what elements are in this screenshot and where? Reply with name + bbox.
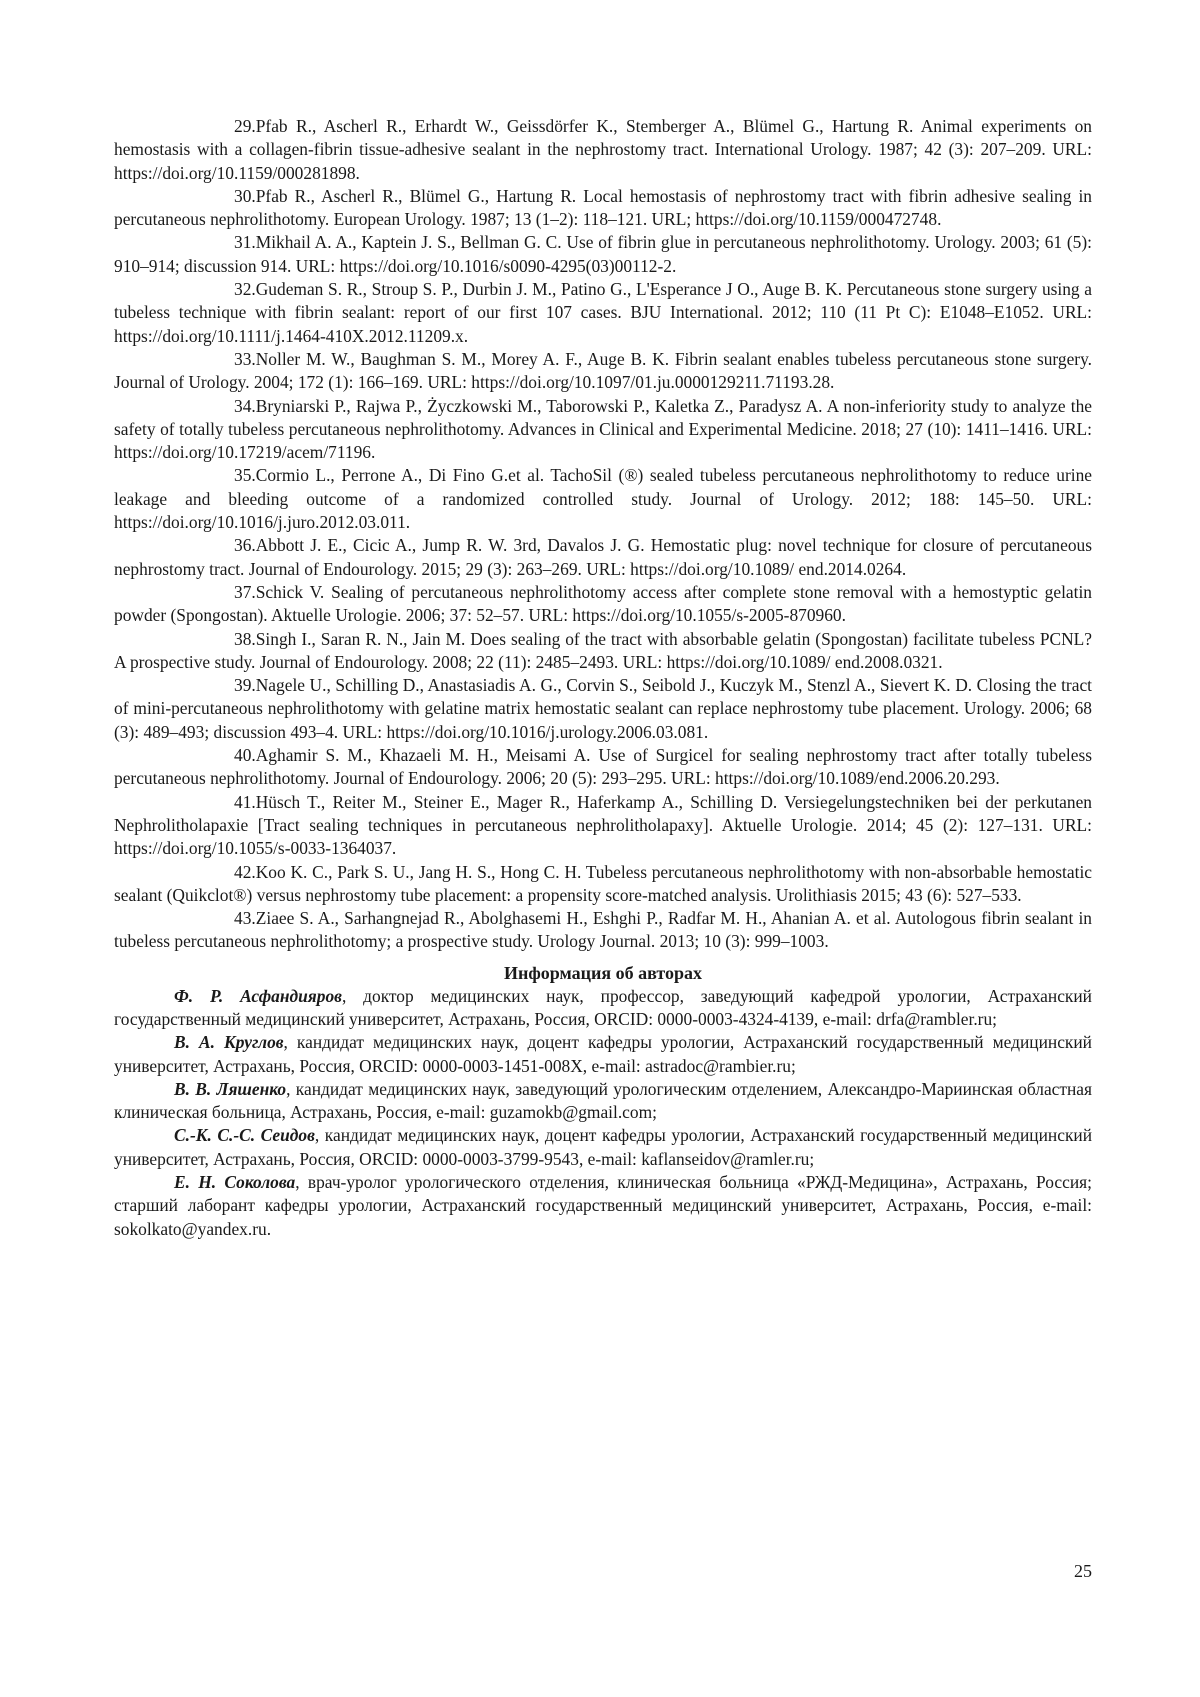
reference-text: Cormio L., Perrone A., Di Fino G.et al. TachoSil (®) sealed tubeless percutaneous nephrolithotomy to reduce urine leakage and bleeding outcome of a randomized controlled study. Journal of Urology. 2012; 188: 145–50. URL: https://doi.org/10.1016/j.juro.2012.03.011.: [114, 465, 1092, 533]
reference-number: 43.: [234, 908, 256, 929]
author-details: , доктор медицинских наук, профессор, заведующий кафедрой урологии, Астраханский государственный медицинский университет, Астрахань, Россия, ORCID: 0000-0003-4324-4139, e-mail: drfa@rambler.ru;: [114, 985, 1092, 1029]
reference-number: 35.: [234, 465, 256, 486]
reference-item: [114, 115, 1092, 185]
reference-number: 38.: [234, 628, 256, 649]
reference-text: Noller M. W., Baughman S. M., Morey A. F., Auge B. K. Fibrin sealant enables tubeless percutaneous stone surgery. Journal of Urology. 2004; 172 (1): 166–169. URL: https://doi.org/10.1097/01.ju.0000129211.71193.28.: [114, 348, 1092, 393]
reference-item: [114, 674, 1092, 744]
reference-text: Aghamir S. M., Khazaeli M. H., Meisami A. Use of Surgicel for sealing nephrostomy tract after totally tubeless percutaneous nephrolithotomy. Journal of Endourology. 2006; 20 (5): 293–295. URL: https://doi.org/10.1089/end.2006.20.293.: [114, 745, 1092, 789]
reference-text: Nagele U., Schilling D., Anastasiadis A. G., Corvin S., Seibold J., Kuczyk M., Stenzl A., Sievert K. D. Closing the tract of mini-percutaneous nephrolithotomy with gelatine matrix hemostatic sealant can replace nephrostomy tube placement. Urology. 2006; 68 (3): 489–493; discussion 493–4. URL: https://doi.org/10.1016/j.urology.2006.03.081.: [114, 675, 1092, 742]
author-details: , кандидат медицинских наук, доцент кафедры урологии, Астраханский государственный медицинский университет, Астрахань, Россия, ORCID: 0000-0003-3799-9543, e-mail: kaflanseidov@ramler.ru;: [114, 1125, 1093, 1169]
reference-number: 39.: [234, 675, 256, 696]
page-number: 25: [1074, 1561, 1092, 1581]
reference-item: [114, 464, 1092, 534]
author-name: Е. Н. Соколова: [174, 1172, 296, 1193]
author-list: [114, 985, 1092, 1241]
reference-item: [114, 628, 1092, 675]
reference-item: [114, 581, 1092, 628]
reference-text: Mikhail A. A., Kaptein J. S., Bellman G. C. Use of fibrin glue in percutaneous nephrolithotomy. Urology. 2003; 61 (5): 910–914; discussion 914. URL: https://doi.org/10.1016/s0090-4295(03)00112-2.: [114, 232, 1092, 276]
reference-number: 34.: [234, 395, 256, 416]
author-entry: [114, 1031, 1092, 1078]
author-name: Ф. Р. Асфандияров: [174, 985, 342, 1006]
reference-number: 41.: [234, 791, 256, 812]
reference-item: [114, 348, 1092, 395]
reference-text: Pfab R., Ascherl R., Blümel G., Hartung R. Local hemostasis of nephrostomy tract with fibrin adhesive sealing in percutaneous nephrolithotomy. European Urology. 1987; 13 (1–2): 118–121. URL; https://doi.org/10.1159/000472748.: [114, 185, 1092, 230]
author-name: С.-К. С.-С. Сеидов: [174, 1125, 315, 1146]
reference-text: Schick V. Sealing of percutaneous nephrolithotomy access after complete stone removal with a hemostyptic gelatin powder (Spongostan). Aktuelle Urologie. 2006; 37: 52–57. URL: https://doi.org/10.1055/s-2005-870960.: [114, 581, 1092, 626]
reference-number: 32.: [234, 279, 256, 300]
author-details: , кандидат медицинских наук, заведующий урологическим отделением, Александро-Мариинская областная клиническая больница, Астрахань, Россия, e-mail: guzamokb@gmail.com;: [114, 1078, 1093, 1123]
author-details: , кандидат медицинских наук, доцент кафедры урологии, Астраханский государственный медицинский университет, Астрахань, Россия, ORCID: 0000-0003-1451-008X, e-mail: astradoc@rambier.ru;: [114, 1032, 1092, 1076]
author-entry: [114, 1171, 1092, 1241]
reference-item: [114, 907, 1092, 954]
author-name: В. А. Круглов: [174, 1032, 284, 1053]
reference-text: Gudeman S. R., Stroup S. P., Durbin J. M., Patino G., L'Esperance J O., Auge B. K. Percutaneous stone surgery using a tubeless technique with fibrin sealant: report of our first 107 cases. BJU International. 2012; 110 (11 Pt C): E1048–E1052. URL: https://doi.org/10.1111/j.1464-410X.2012.11209.x.: [114, 279, 1092, 346]
author-entry: [114, 1124, 1092, 1171]
reference-number: 31.: [234, 232, 256, 253]
reference-item: [114, 744, 1092, 791]
reference-item: [114, 534, 1092, 581]
reference-text: Pfab R., Ascherl R., Erhardt W., Geissdörfer K., Stemberger A., Blümel G., Hartung R. Animal experiments on hemostasis with a collagen-fibrin tissue-adhesive sealant in the nephrostomy tract. International Urology. 1987; 42 (3): 207–209. URL: https://doi.org/10.1159/000281898.: [114, 116, 1092, 183]
author-entry: [114, 1078, 1092, 1125]
reference-number: 33.: [234, 348, 256, 369]
reference-text: Ziaee S. A., Sarhangnejad R., Abolghasemi H., Eshghi P., Radfar M. H., Ahanian A. et al. Autologous fibrin sealant in tubeless percutaneous nephrolithotomy; a prospective study. Urology Journal. 2013; 10 (3): 999–1003.: [114, 908, 1092, 952]
reference-item: [114, 231, 1092, 278]
reference-number: 40.: [234, 745, 256, 766]
reference-item: [114, 185, 1092, 232]
authors-heading: Информация об авторах: [503, 962, 703, 983]
reference-number: 37.: [234, 581, 256, 602]
page-content: [114, 115, 1092, 1241]
reference-item: [114, 861, 1092, 908]
reference-text: Koo K. C., Park S. U., Jang H. S., Hong C. H. Tubeless percutaneous nephrolithotomy with non-absorbable hemostatic sealant (Quikclot®) versus nephrostomy tube placement: a propensity score-matched analysis. Urolithiasis 2015; 43 (6): 527–533.: [114, 861, 1092, 905]
reference-text: Hüsch T., Reiter M., Steiner E., Mager R., Haferkamp A., Schilling D. Versiegelungstechniken bei der perkutanen Nephrolitholapaxie [Tract sealing techniques in percutaneous nephrolitholapaxy]. Aktuelle Urologie. 2014; 45 (2): 127–131. URL: https://doi.org/10.1055/s-0033-1364037.: [114, 791, 1092, 859]
reference-number: 29.: [234, 116, 256, 136]
reference-item: [114, 791, 1092, 861]
reference-number: 36.: [234, 535, 256, 556]
author-name: В. В. Ляшенко: [174, 1078, 287, 1099]
reference-number: 30.: [234, 185, 256, 206]
author-details: , врач-уролог урологического отделения, клиническая больница «РЖД-Медицина», Астрахань, Россия; старший лаборант кафедры урологии, Астраханский государственный медицинский университет, Астрахань, Россия, e-mail: sokolkato@yandex.ru.: [114, 1172, 1092, 1239]
reference-text: Abbott J. E., Cicic A., Jump R. W. 3rd, Davalos J. G. Hemostatic plug: novel technique for closure of percutaneous nephrostomy tract. Journal of Endourology. 2015; 29 (3): 263–269. URL: https://doi.org/10.1089/ end.2014.0264.: [114, 535, 1092, 579]
reference-text: Bryniarski P., Rajwa P., Życzkowski M., Taborowski P., Kaletka Z., Paradysz A. A non-inferiority study to analyze the safety of totally tubeless percutaneous nephrolithotomy. Advances in Clinical and Experimental Medicine. 2018; 27 (10): 1411–1416. URL: https://doi.org/10.17219/acem/71196.: [114, 395, 1092, 463]
author-entry: [114, 985, 1092, 1032]
reference-number: 42.: [234, 861, 256, 882]
reference-list: [114, 115, 1092, 954]
reference-item: [114, 395, 1092, 465]
reference-text: Singh I., Saran R. N., Jain M. Does sealing of the tract with absorbable gelatin (Spongostan) facilitate tubeless PCNL? A prospective study. Journal of Endourology. 2008; 22 (11): 2485–2493. URL: https://doi.org/10.1089/ end.2008.0321.: [114, 628, 1092, 672]
reference-item: [114, 278, 1092, 348]
